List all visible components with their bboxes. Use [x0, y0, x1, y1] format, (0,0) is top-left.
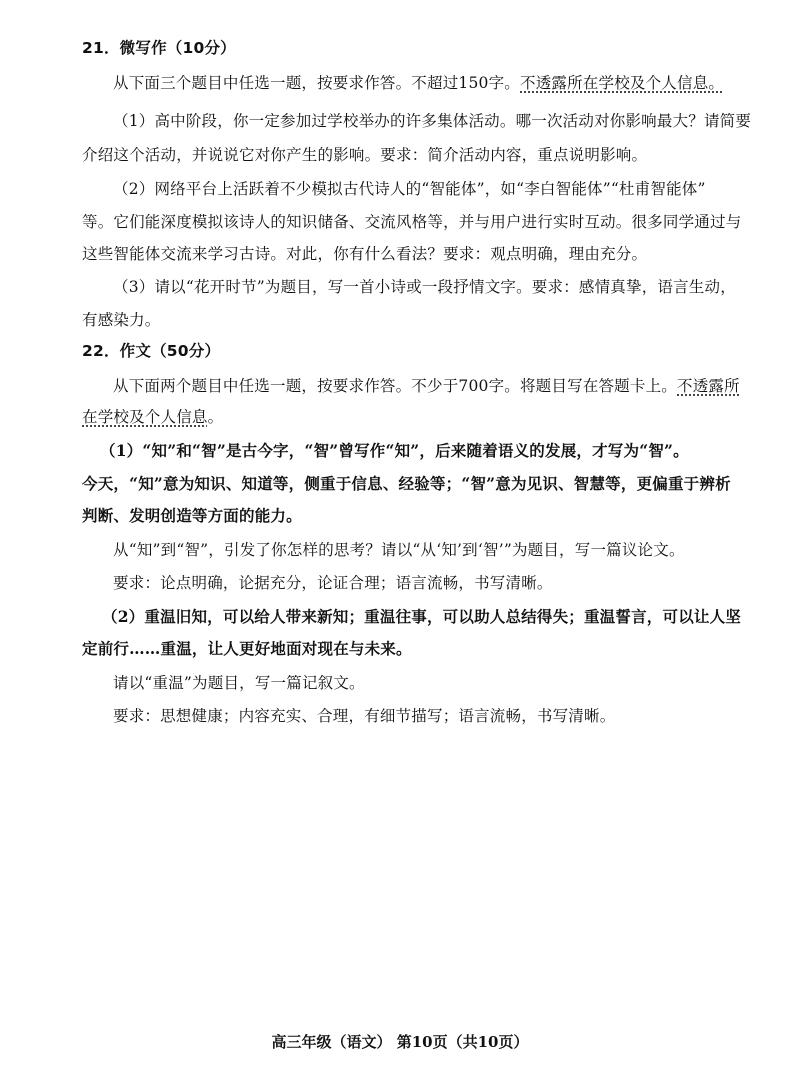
- q22-option2-line1: （2）重温旧知，可以给人带来新知；重温往事，可以助人总结得失；重温誓言，可以让人坚: [102, 607, 741, 626]
- q22-title: 22．作文（50分）: [82, 342, 221, 360]
- q22-instruction-line2: [82, 406, 223, 428]
- q22-instruction-line1: [113, 375, 740, 397]
- q21-instruction: [113, 72, 724, 94]
- q22-instruction-privacy-start: 不透露所: [677, 377, 740, 395]
- q22-option1-line1: （1）“知”和“智”是古今字，“智”曾写作“知”，后来随着语义的发展，才写为“智”。: [100, 441, 689, 460]
- q22-option2-requirements: 要求：思想健康；内容充实、合理，有细节描写；语言流畅，书写清晰。: [113, 707, 616, 725]
- page-footer: 高三年级（语文） 第10页（共10页）: [271, 1033, 529, 1051]
- q22-instruction-main: 从下面两个题目中任选一题，按要求作答。不少于700字。将题目写在答题卡上。: [113, 377, 677, 395]
- q22-instruction-privacy-end: 在学校及个人信息: [82, 408, 208, 426]
- q21-option3-line2: 有感染力。: [82, 311, 161, 329]
- q22-option1-prompt: 从“知”到“智”，引发了你怎样的思考？请以“从‘知’到‘智’”为题目，写一篇议论文。: [113, 541, 685, 559]
- q22-option2-prompt: 请以“重温”为题目，写一篇记叙文。: [113, 674, 365, 692]
- q21-instruction-main: 从下面三个题目中任选一题，按要求作答。不超过150字。: [113, 74, 520, 92]
- q21-title: 21．微写作（10分）: [82, 39, 236, 57]
- q21-option3-line1: （3）请以“花开时节”为题目，写一首小诗或一段抒情文字。要求：感情真挚，语言生动，: [113, 278, 736, 296]
- q21-option1-line1: （1）高中阶段，你一定参加过学校举办的许多集体活动。哪一次活动对你影响最大？请简要: [113, 112, 752, 130]
- q22-option1-requirements: 要求：论点明确，论据充分，论证合理；语言流畅，书写清晰。: [113, 574, 553, 592]
- q22-option1-line3: 判断、发明创造等方面的能力。: [82, 506, 302, 525]
- q21-option2-line3: 这些智能体交流来学习古诗。对此，你有什么看法？要求：观点明确，理由充分。: [82, 245, 648, 263]
- q21-instruction-privacy: 不透露所在学校及个人信息。: [520, 74, 725, 92]
- q22-instruction-period: 。: [207, 408, 224, 426]
- q22-option1-line2: 今天，“知”意为知识、知道等，侧重于信息、经验等；“智”意为见识、智慧等，更偏重于辨析: [82, 474, 731, 493]
- q21-option2-line1: （2）网络平台上活跃着不少模拟古代诗人的“智能体”，如“李白智能体”“杜甫智能体”: [113, 180, 706, 198]
- q22-option2-line2: 定前行……重温，让人更好地面对现在与未来。: [82, 639, 412, 658]
- q21-option2-line2: 等。它们能深度模拟该诗人的知识储备、交流风格等，并与用户进行实时互动。很多同学通过与: [82, 213, 742, 231]
- q21-option1-line2: 介绍这个活动，并说说它对你产生的影响。要求：简介活动内容，重点说明影响。: [82, 146, 648, 164]
